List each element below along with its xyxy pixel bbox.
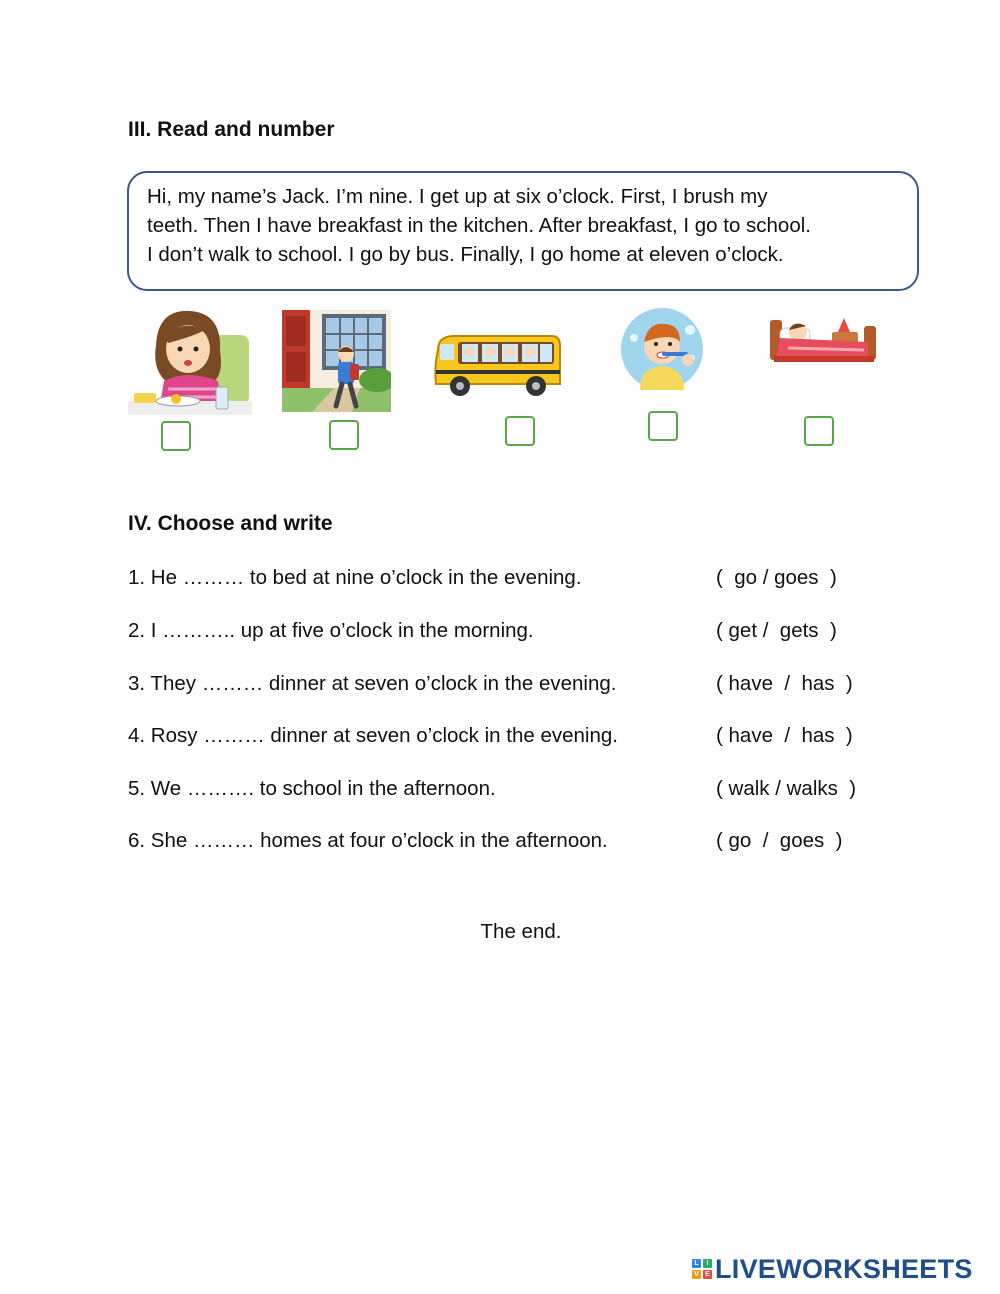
passage-line: I don’t walk to school. I go by bus. Finally, I go home at eleven o’clock. (147, 243, 784, 266)
question-5-options: ( walk / walks ) (716, 777, 857, 800)
question-6-options: ( go / goes ) (716, 829, 843, 852)
logo-letter: L (692, 1259, 701, 1268)
reading-passage (127, 171, 919, 291)
logo-letter: V (692, 1270, 701, 1279)
logo-text: LIVEWORKSHEETS (715, 1253, 973, 1284)
number-box-breakfast[interactable] (161, 421, 191, 451)
logo-blocks-icon (692, 1259, 712, 1279)
question-2: 2. I ……….. up at five o’clock in the morning. (128, 619, 534, 642)
question-1: 1. He ……… to bed at nine o’clock in the evening. (128, 566, 582, 589)
liveworksheets-logo (692, 1253, 973, 1284)
logo-letter: E (703, 1270, 712, 1279)
question-1-options: ( go / goes ) (716, 566, 837, 589)
section-4-heading: IV. Choose and write (128, 512, 333, 535)
passage-line: teeth. Then I have breakfast in the kitchen. After breakfast, I go to school. (147, 214, 811, 237)
section-3-heading: III. Read and number (128, 118, 335, 141)
end-text: The end. (480, 920, 562, 943)
boy-walking-to-school-image (282, 310, 391, 412)
question-4-options: ( have / has ) (716, 724, 853, 747)
school-bus-image (432, 330, 564, 400)
number-box-bed[interactable] (804, 416, 834, 446)
number-box-brushing[interactable] (648, 411, 678, 441)
question-3: 3. They ……… dinner at seven o’clock in the evening. (128, 672, 617, 695)
number-box-walking[interactable] (329, 420, 359, 450)
number-box-bus[interactable] (505, 416, 535, 446)
question-5: 5. We ………. to school in the afternoon. (128, 777, 496, 800)
girl-eating-breakfast-image (128, 305, 252, 415)
passage-line: Hi, my name’s Jack. I’m nine. I get up at six o’clock. First, I brush my (147, 185, 768, 208)
logo-letter: I (703, 1259, 712, 1268)
question-6: 6. She ……… homes at four o’clock in the afternoon. (128, 829, 608, 852)
question-3-options: ( have / has ) (716, 672, 853, 695)
question-2-options: ( get / gets ) (716, 619, 837, 642)
child-in-bed-image (768, 312, 878, 364)
boy-brushing-teeth-image (620, 308, 704, 390)
question-4: 4. Rosy ……… dinner at seven o’clock in the evening. (128, 724, 618, 747)
